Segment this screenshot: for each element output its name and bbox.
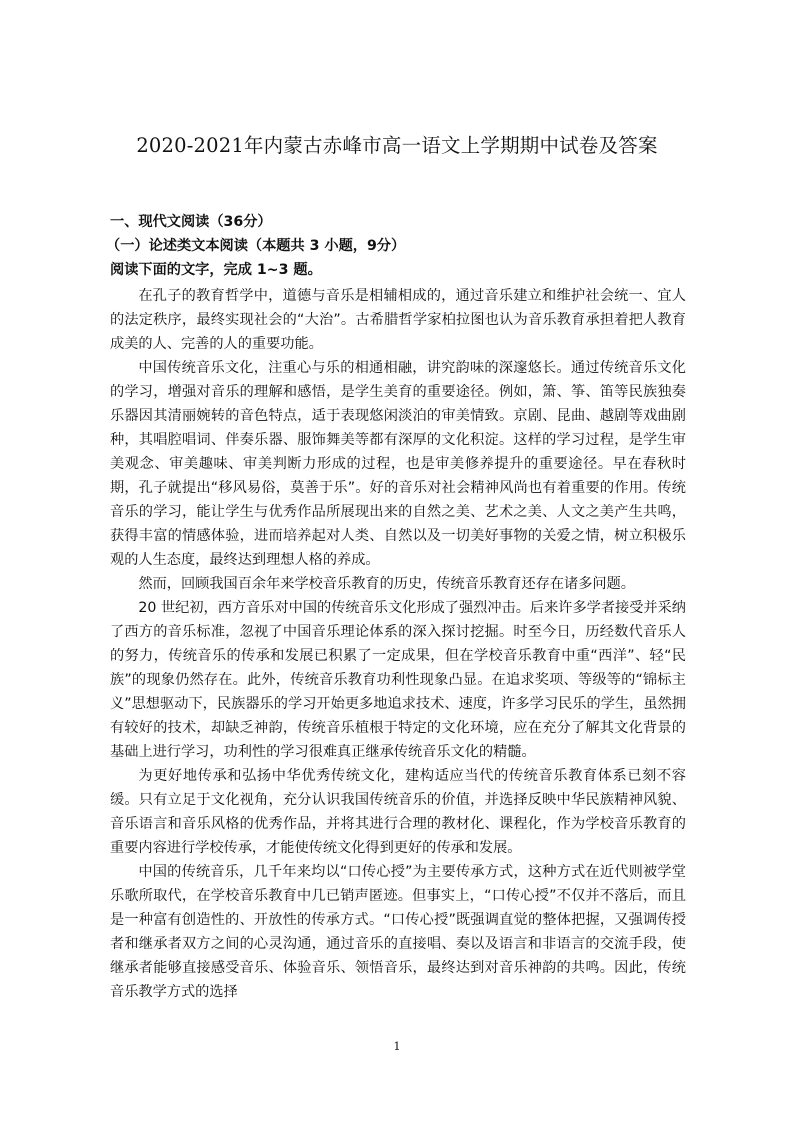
paragraph: 20 世纪初，西方音乐对中国的传统音乐文化形成了强烈冲击。后来许多学者接受并采纳了西方的音乐标准，忽视了中国音乐理论体系的深入探讨挖掘。时至今日，历经数代音乐人的努力，传统音乐的传承和发展已积累了一定成果，但在学校音乐教育中重“西洋”、轻“民族”的现象仍然存在。此外，传统音乐教育功利性现象凸显。在追求奖项、等级等的“锦标主义”思想驱动下，民族器乐的学习开始更多地追求技术、速度，许多学习民乐的学生，虽然拥有较好的技术，却缺乏神韵，传统音乐植根于特定的文化环境，应在充分了解其文化背景的基础上进行学习，功利性的学习很难真正继承传统音乐文化的精髓。 [110, 600, 686, 760]
document-title: 2020-2021年内蒙古赤峰市高一语文上学期期中试卷及答案 [136, 134, 658, 157]
document-body [106, 210, 686, 1004]
paragraph: 在孔子的教育哲学中，道德与音乐是相辅相成的，通过音乐建立和维护社会统一、宜人的法定秩序，最终实现社会的“大治”。古希腊哲学家柏拉图也认为音乐教育承担着把人教育成美的人、完善的人的重要功能。 [110, 288, 686, 352]
paragraph: 为更好地传承和弘扬中华优秀传统文化，建构适应当代的传统音乐教育体系已刻不容缓。只有立足于文化视角，充分认识我国传统音乐的价值，并选择反映中华民族精神风貌、音乐语言和音乐风格的优秀作品，并将其进行合理的教材化、课程化，作为学校音乐教育的重要内容进行学校传承，才能使传统文化得到更好的传承和发展。 [110, 768, 686, 856]
subsection-heading: （一）论述类文本阅读（本题共 3 小题，9分） [106, 238, 406, 254]
reading-instruction: 阅读下面的文字，完成 1~3 题。 [110, 262, 322, 278]
paragraph: 然而，回顾我国百余年来学校音乐教育的历史，传统音乐教育还存在诸多问题。 [138, 576, 635, 592]
page-number: 1 [393, 1040, 401, 1053]
section-heading: 一、现代文阅读（36分） [110, 214, 272, 230]
paragraph: 中国传统音乐文化，注重心与乐的相通相融，讲究韵味的深邃悠长。通过传统音乐文化的学习，增强对音乐的理解和感悟，是学生美育的重要途径。例如，箫、筝、笛等民族独奏乐器因其清丽婉转的音色特点，适于表现悠闲淡泊的审美情致。京剧、昆曲、越剧等戏曲剧种，其唱腔唱词、伴奏乐器、服饰舞美等都有深厚的文化积淀。这样的学习过程，是学生审美观念、审美趣味、审美判断力形成的过程，也是审美修养提升的重要途径。早在春秋时期，孔子就提出“移风易俗，莫善于乐”。好的音乐对社会精神风尚也有着重要的作用。传统音乐的学习，能让学生与优秀作品所展现出来的自然之美、艺术之美、人文之美产生共鸣，获得丰富的情感体验，进而培养起对人类、自然以及一切美好事物的关爱之情，树立积极乐观的人生态度，最终达到理想人格的养成。 [110, 360, 686, 568]
paragraph: 中国的传统音乐，几千年来均以“口传心授”为主要传承方式，这种方式在近代则被学堂乐歌所取代，在学校音乐教育中几已销声匿迹。但事实上，“口传心授”不仅并不落后，而且是一种富有创造性的、开放性的传承方式。“口传心授”既强调直觉的整体把握，又强调传授者和继承者双方之间的心灵沟通，通过音乐的直接唱、奏以及语言和非语言的交流手段，使继承者能够直接感受音乐、体验音乐、领悟音乐，最终达到对音乐神韵的共鸣。因此，传统音乐教学方式的选择 [110, 864, 686, 1000]
